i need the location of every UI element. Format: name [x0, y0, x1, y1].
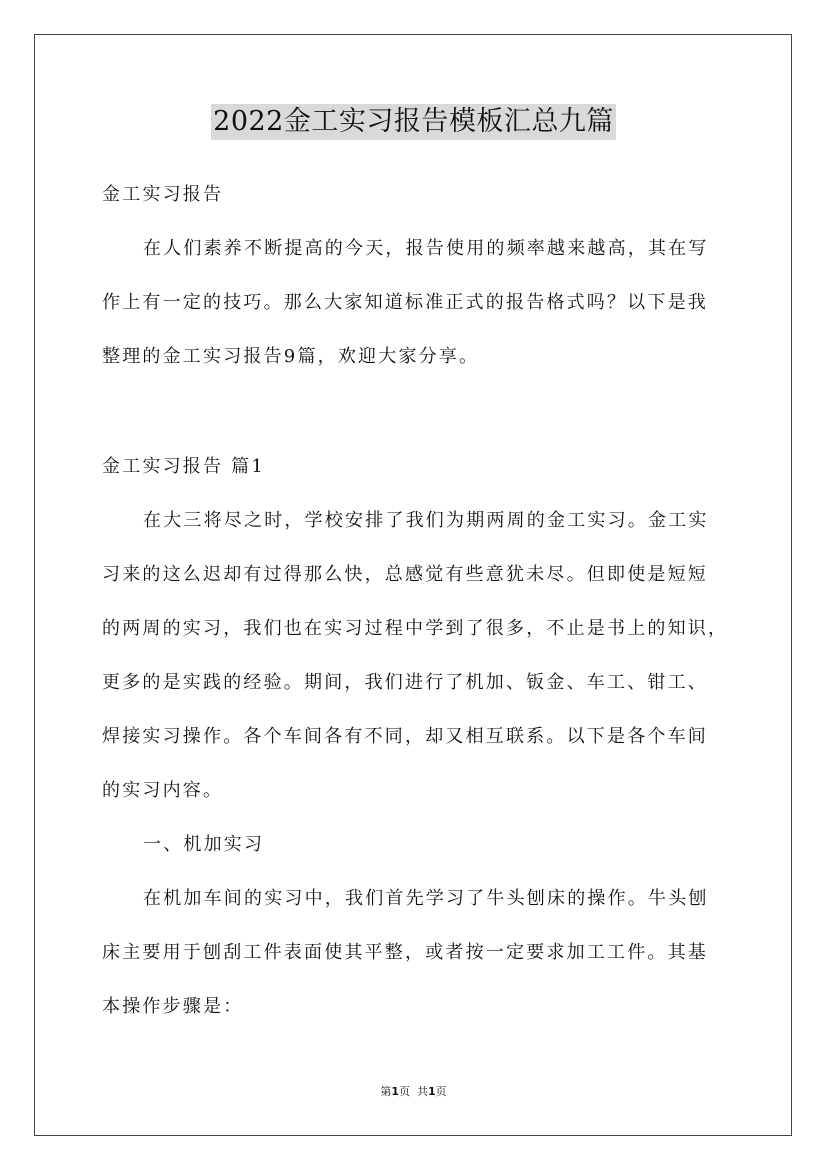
- footer-page-number: 1: [391, 1085, 399, 1098]
- footer-total-suffix: 页: [435, 1085, 447, 1098]
- title-container: [0, 104, 827, 140]
- paragraph-line: 更多的是实践的经验。期间，我们进行了机加、钣金、车工、钳工、: [102, 672, 708, 693]
- paragraph-line: 的两周的实习，我们也在实习过程中学到了很多，不止是书上的知识，: [102, 618, 729, 639]
- document-title: 2022金工实习报告模板汇总九篇: [211, 104, 616, 140]
- paragraph-line: 的实习内容。: [102, 780, 224, 801]
- section-heading: 金工实习报告 篇1: [102, 456, 265, 477]
- paragraph-line: 在人们素养不断提高的今天，报告使用的频率越来越高，其在写: [143, 238, 709, 259]
- paragraph-line: 在机加车间的实习中，我们首先学习了牛头刨床的操作。牛头刨: [143, 888, 709, 909]
- footer-page-prefix: 第: [380, 1085, 392, 1098]
- section-heading: 金工实习报告: [102, 184, 224, 205]
- paragraph-line: 整理的金工实习报告9篇，欢迎大家分享。: [102, 346, 480, 367]
- paragraph-line: 习来的这么迟却有过得那么快，总感觉有些意犹未尽。但即使是短短: [102, 564, 708, 585]
- subsection-heading: 一、机加实习: [143, 834, 265, 855]
- paragraph-line: 焊接实习操作。各个车间各有不同，却又相互联系。以下是各个车间: [102, 726, 708, 747]
- paragraph-line: 在大三将尽之时，学校安排了我们为期两周的金工实习。金工实: [143, 510, 709, 531]
- footer-total-number: 1: [428, 1085, 436, 1098]
- paragraph-line: 本操作步骤是：: [102, 996, 244, 1017]
- footer-page-suffix: 页: [399, 1085, 410, 1098]
- paragraph-line: 床主要用于刨刮工件表面使其平整，或者按一定要求加工工件。其基: [102, 942, 708, 963]
- page-footer: [0, 1084, 827, 1100]
- paragraph-line: 作上有一定的技巧。那么大家知道标准正式的报告格式吗？以下是我: [102, 292, 708, 313]
- footer-total-prefix: 共: [417, 1085, 428, 1098]
